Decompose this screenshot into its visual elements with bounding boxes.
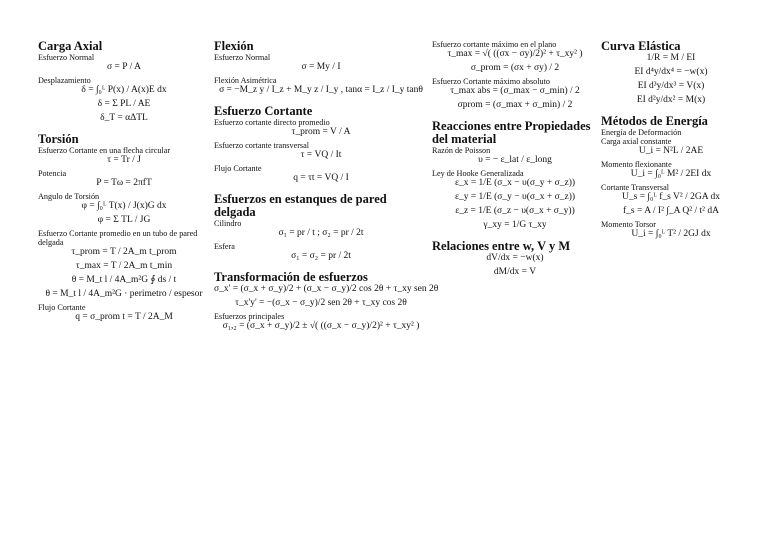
formula: σ = My / I bbox=[301, 62, 341, 72]
subheading: Esfuerzo cortante transversal bbox=[214, 141, 310, 150]
formula: EI d⁴y/dx⁴ = −w(x) bbox=[634, 67, 708, 77]
subheading: Momento Torsor bbox=[601, 220, 656, 229]
column-stress-material bbox=[432, 40, 598, 281]
formula: σ = P / A bbox=[107, 62, 141, 72]
formula: σ_x' = (σ_x + σ_y)/2 + (σ_x − σ_y)/2 cos 2θ + τ_xy sen 2θ bbox=[214, 284, 439, 294]
subheading: Esfuerzo Cortante máximo absoluto bbox=[432, 77, 551, 86]
subheading: Esfuerzo Cortante promedio en un tubo de pared delgada bbox=[38, 229, 198, 247]
formula: dV/dx = −w(x) bbox=[486, 253, 544, 263]
formula: τ_max abs = (σ_max − σ_min) / 2 bbox=[450, 86, 580, 96]
formula: EI d³y/dx³ = V(x) bbox=[637, 81, 705, 91]
subheading: Potencia bbox=[38, 169, 67, 178]
formula: σprom = (σ_max + σ_min) / 2 bbox=[457, 100, 573, 110]
formula: ε_y = 1/E (σ_y − υ(σ_x + σ_z)) bbox=[454, 192, 576, 202]
formula: υ = − ε_lat / ε_long bbox=[478, 155, 552, 165]
column-axial-torsion bbox=[38, 40, 210, 326]
subheading: Esfuerzos principales bbox=[214, 312, 285, 321]
formula: ε_z = 1/E (σ_z − υ(σ_x + σ_y)) bbox=[455, 206, 575, 216]
formula: U_i = ∫₀ᴸ T² / 2GJ dx bbox=[631, 229, 711, 239]
column-flexion-shear bbox=[214, 39, 439, 335]
formula: σ₁ = σ₂ = pr / 2t bbox=[291, 251, 351, 261]
formula: σ₁ = pr / t ; σ₂ = pr / 2t bbox=[278, 228, 364, 238]
formula: EI d²y/dx² = M(x) bbox=[636, 95, 706, 105]
section-heading: Torsión bbox=[38, 132, 79, 146]
section-heading: Carga Axial bbox=[38, 39, 103, 53]
formula: ε_x = 1/E (σ_x − υ(σ_y + σ_z)) bbox=[454, 178, 576, 188]
formula: σ_prom = (σx + σy) / 2 bbox=[470, 63, 560, 73]
subheading: Cilindro bbox=[214, 219, 242, 228]
formula: φ = ∫₀ᴸ T(x) / J(x)G dx bbox=[81, 201, 167, 211]
formula: θ = M_t l / 4A_m²G · perimetro / espesor bbox=[45, 289, 203, 299]
subheading: Flujo Cortante bbox=[38, 303, 86, 312]
formula: θ = M_t l / 4A_m²G ∮ ds / t bbox=[71, 275, 177, 285]
section-heading: Esfuerzo Cortante bbox=[214, 104, 313, 118]
subheading: Desplazamiento bbox=[38, 76, 91, 85]
formula: φ = Σ TL / JG bbox=[97, 215, 151, 225]
subheading: Esfera bbox=[214, 242, 235, 251]
formula: 1/R = M / EI bbox=[646, 53, 696, 63]
subheading: Carga axial constante bbox=[601, 137, 672, 146]
section-heading: Transformación de esfuerzos bbox=[214, 270, 368, 284]
formula: U_i = N²L / 2AE bbox=[638, 146, 704, 156]
subheading: Ley de Hooke Generalizada bbox=[432, 169, 524, 178]
formula: γ_xy = 1/G τ_xy bbox=[483, 220, 547, 230]
subheading: Momento flexionante bbox=[601, 160, 672, 169]
formula: q = τt = VQ / I bbox=[293, 173, 349, 183]
formula: τ = Tr / J bbox=[107, 155, 141, 165]
subheading: Energía de Deformación bbox=[601, 128, 682, 137]
subheading: Esfuerzo Cortante en una flecha circular bbox=[38, 146, 171, 155]
formula: δ = ∫₀ᴸ P(x) / A(x)E dx bbox=[81, 85, 167, 95]
section-heading: Curva Elástica bbox=[601, 39, 681, 53]
formula: P = Tω = 2πfT bbox=[96, 178, 152, 188]
section-heading: Flexión bbox=[214, 39, 254, 53]
formula: τ_max = T / 2A_m t_min bbox=[75, 261, 173, 271]
subheading: Cortante Transversal bbox=[601, 183, 669, 192]
subheading: Razón de Poisson bbox=[432, 146, 491, 155]
subheading: Flujo Cortante bbox=[214, 164, 262, 173]
section-heading: Relaciones entre w, V y M bbox=[432, 239, 571, 253]
formula: σ₁,₂ = (σ_x + σ_y)/2 ± √( ((σ_x − σ_y)/2)² + τ_xy² ) bbox=[222, 321, 420, 331]
formula: dM/dx = V bbox=[493, 267, 537, 277]
subheading: Angulo de Torsión bbox=[38, 192, 100, 201]
formula: U_s = ∫₀ᴸ f_s V² / 2GA dx bbox=[622, 192, 720, 202]
formula: δ_T = αΔTL bbox=[100, 113, 148, 123]
section-heading: Métodos de Energía bbox=[601, 114, 708, 128]
subheading: Esfuerzo cortante directo promedio bbox=[214, 118, 330, 127]
formula: τ_prom = T / 2A_m t_prom bbox=[71, 247, 177, 257]
formula: q = σ_prom t = T / 2A_M bbox=[75, 312, 173, 322]
section-heading: Esfuerzos en estanques de pared delgada bbox=[214, 192, 387, 219]
section-heading: Reacciones entre Propiedades del material bbox=[432, 119, 591, 146]
column-elastic-energy bbox=[601, 40, 741, 243]
formula: τ_x'y' = −(σ_x − σ_y)/2 sen 2θ + τ_xy cos 2θ bbox=[235, 298, 407, 308]
formula: τ = VQ / It bbox=[300, 150, 342, 160]
formula: δ = Σ PL / AE bbox=[97, 99, 151, 109]
formula: U_i = ∫₀ᴸ M² / 2EI dx bbox=[630, 169, 712, 179]
subheading: Esfuerzo Normal bbox=[214, 53, 271, 62]
subheading: Esfuerzo cortante máximo en el plano bbox=[432, 40, 557, 49]
formula: σ = −M_z y / I_z + M_y z / I_y , tanα = I_z / I_y tanθ bbox=[219, 85, 423, 95]
formula: f_s = A / I² ∫_A Q² / t² dA bbox=[623, 206, 719, 216]
subheading: Esfuerzo Normal bbox=[38, 53, 95, 62]
subheading: Flexión Asimétrica bbox=[214, 76, 277, 85]
formula: τ_prom = V / A bbox=[291, 127, 351, 137]
formula: τ_max = √( ((σx − σy)/2)² + τ_xy² ) bbox=[447, 49, 583, 59]
